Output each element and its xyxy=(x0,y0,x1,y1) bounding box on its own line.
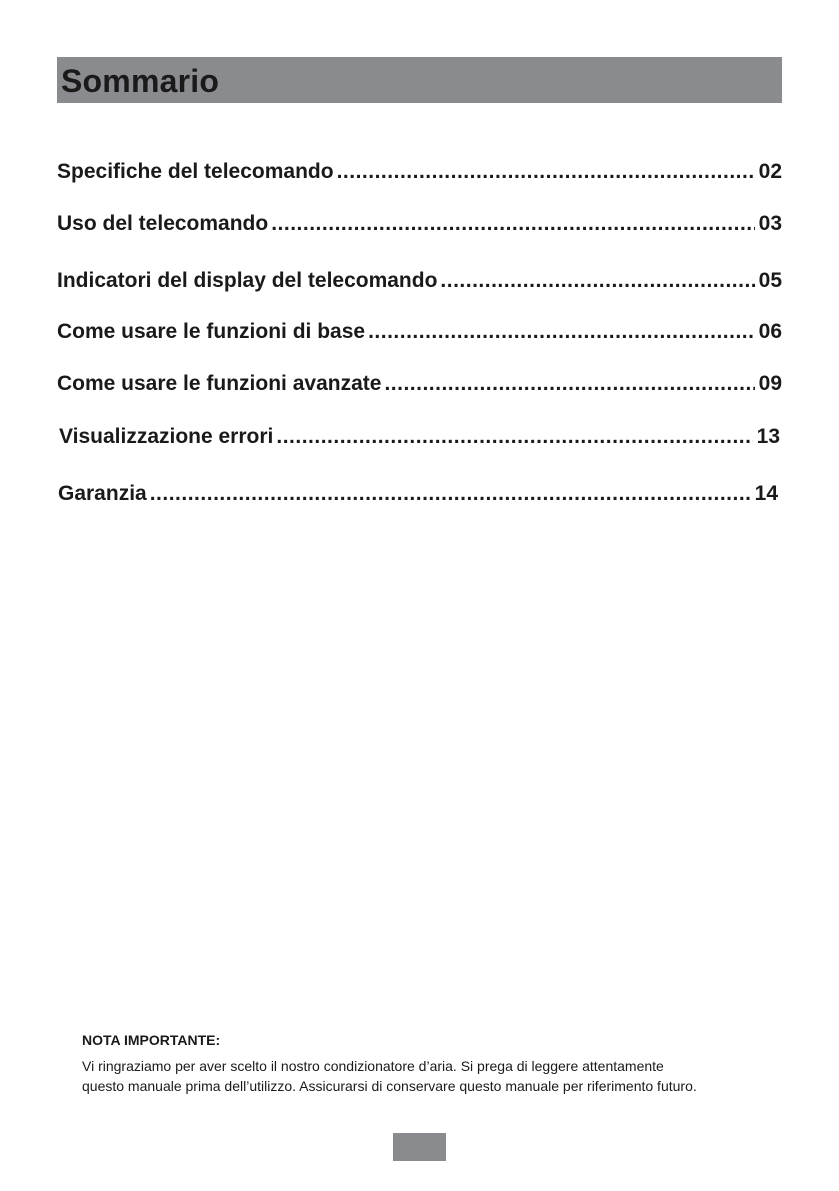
toc-entry-page: 13 xyxy=(756,425,780,448)
toc-entry-funzioni-avanzate[interactable] xyxy=(57,370,782,398)
toc-entry-uso[interactable] xyxy=(57,210,782,238)
toc-entry-page: 06 xyxy=(758,320,782,343)
toc-leader-dots xyxy=(337,158,755,186)
toc-entry-errori[interactable] xyxy=(59,423,780,451)
toc-entry-garanzia[interactable] xyxy=(58,480,778,508)
note-line-1: Vi ringraziamo per aver scelto il nostro condizionatore d’aria. Si prega di leggere attentamente xyxy=(82,1058,664,1074)
toc-entry-page: 02 xyxy=(758,160,782,183)
toc-entry-label: Specifiche del telecomando xyxy=(57,160,334,183)
toc-entry-page: 14 xyxy=(754,482,778,505)
toc-entry-page: 05 xyxy=(758,269,782,292)
toc-leader-dots xyxy=(276,423,752,451)
toc-entry-label: Indicatori del display del telecomando xyxy=(57,269,438,292)
note-heading: NOTA IMPORTANTE: xyxy=(82,1032,221,1048)
toc-entry-label: Visualizzazione errori xyxy=(59,425,274,448)
toc-entry-indicatori[interactable] xyxy=(57,267,782,295)
title-bar xyxy=(57,57,782,103)
toc-entry-label: Uso del telecomando xyxy=(57,212,269,235)
important-note xyxy=(82,1030,792,1096)
note-line-2: questo manuale prima dell’utilizzo. Assicurarsi di conservare questo manuale per riferimento futuro. xyxy=(82,1078,697,1094)
toc-entry-label: Garanzia xyxy=(58,482,147,505)
toc-leader-dots xyxy=(440,267,754,295)
page-number-tab xyxy=(393,1133,446,1161)
toc-leader-dots xyxy=(271,210,754,238)
toc-leader-dots xyxy=(368,318,755,346)
page-title: Sommario xyxy=(61,63,220,99)
toc-entry-funzioni-base[interactable] xyxy=(57,318,782,346)
toc-entry-label: Come usare le funzioni avanzate xyxy=(57,372,382,395)
toc-entry-label: Come usare le funzioni di base xyxy=(57,320,366,343)
toc-entry-specifiche[interactable] xyxy=(57,158,782,186)
toc-entry-page: 03 xyxy=(758,212,782,235)
toc-leader-dots xyxy=(150,480,751,508)
toc-entry-page: 09 xyxy=(758,372,782,395)
toc-leader-dots xyxy=(384,370,754,398)
